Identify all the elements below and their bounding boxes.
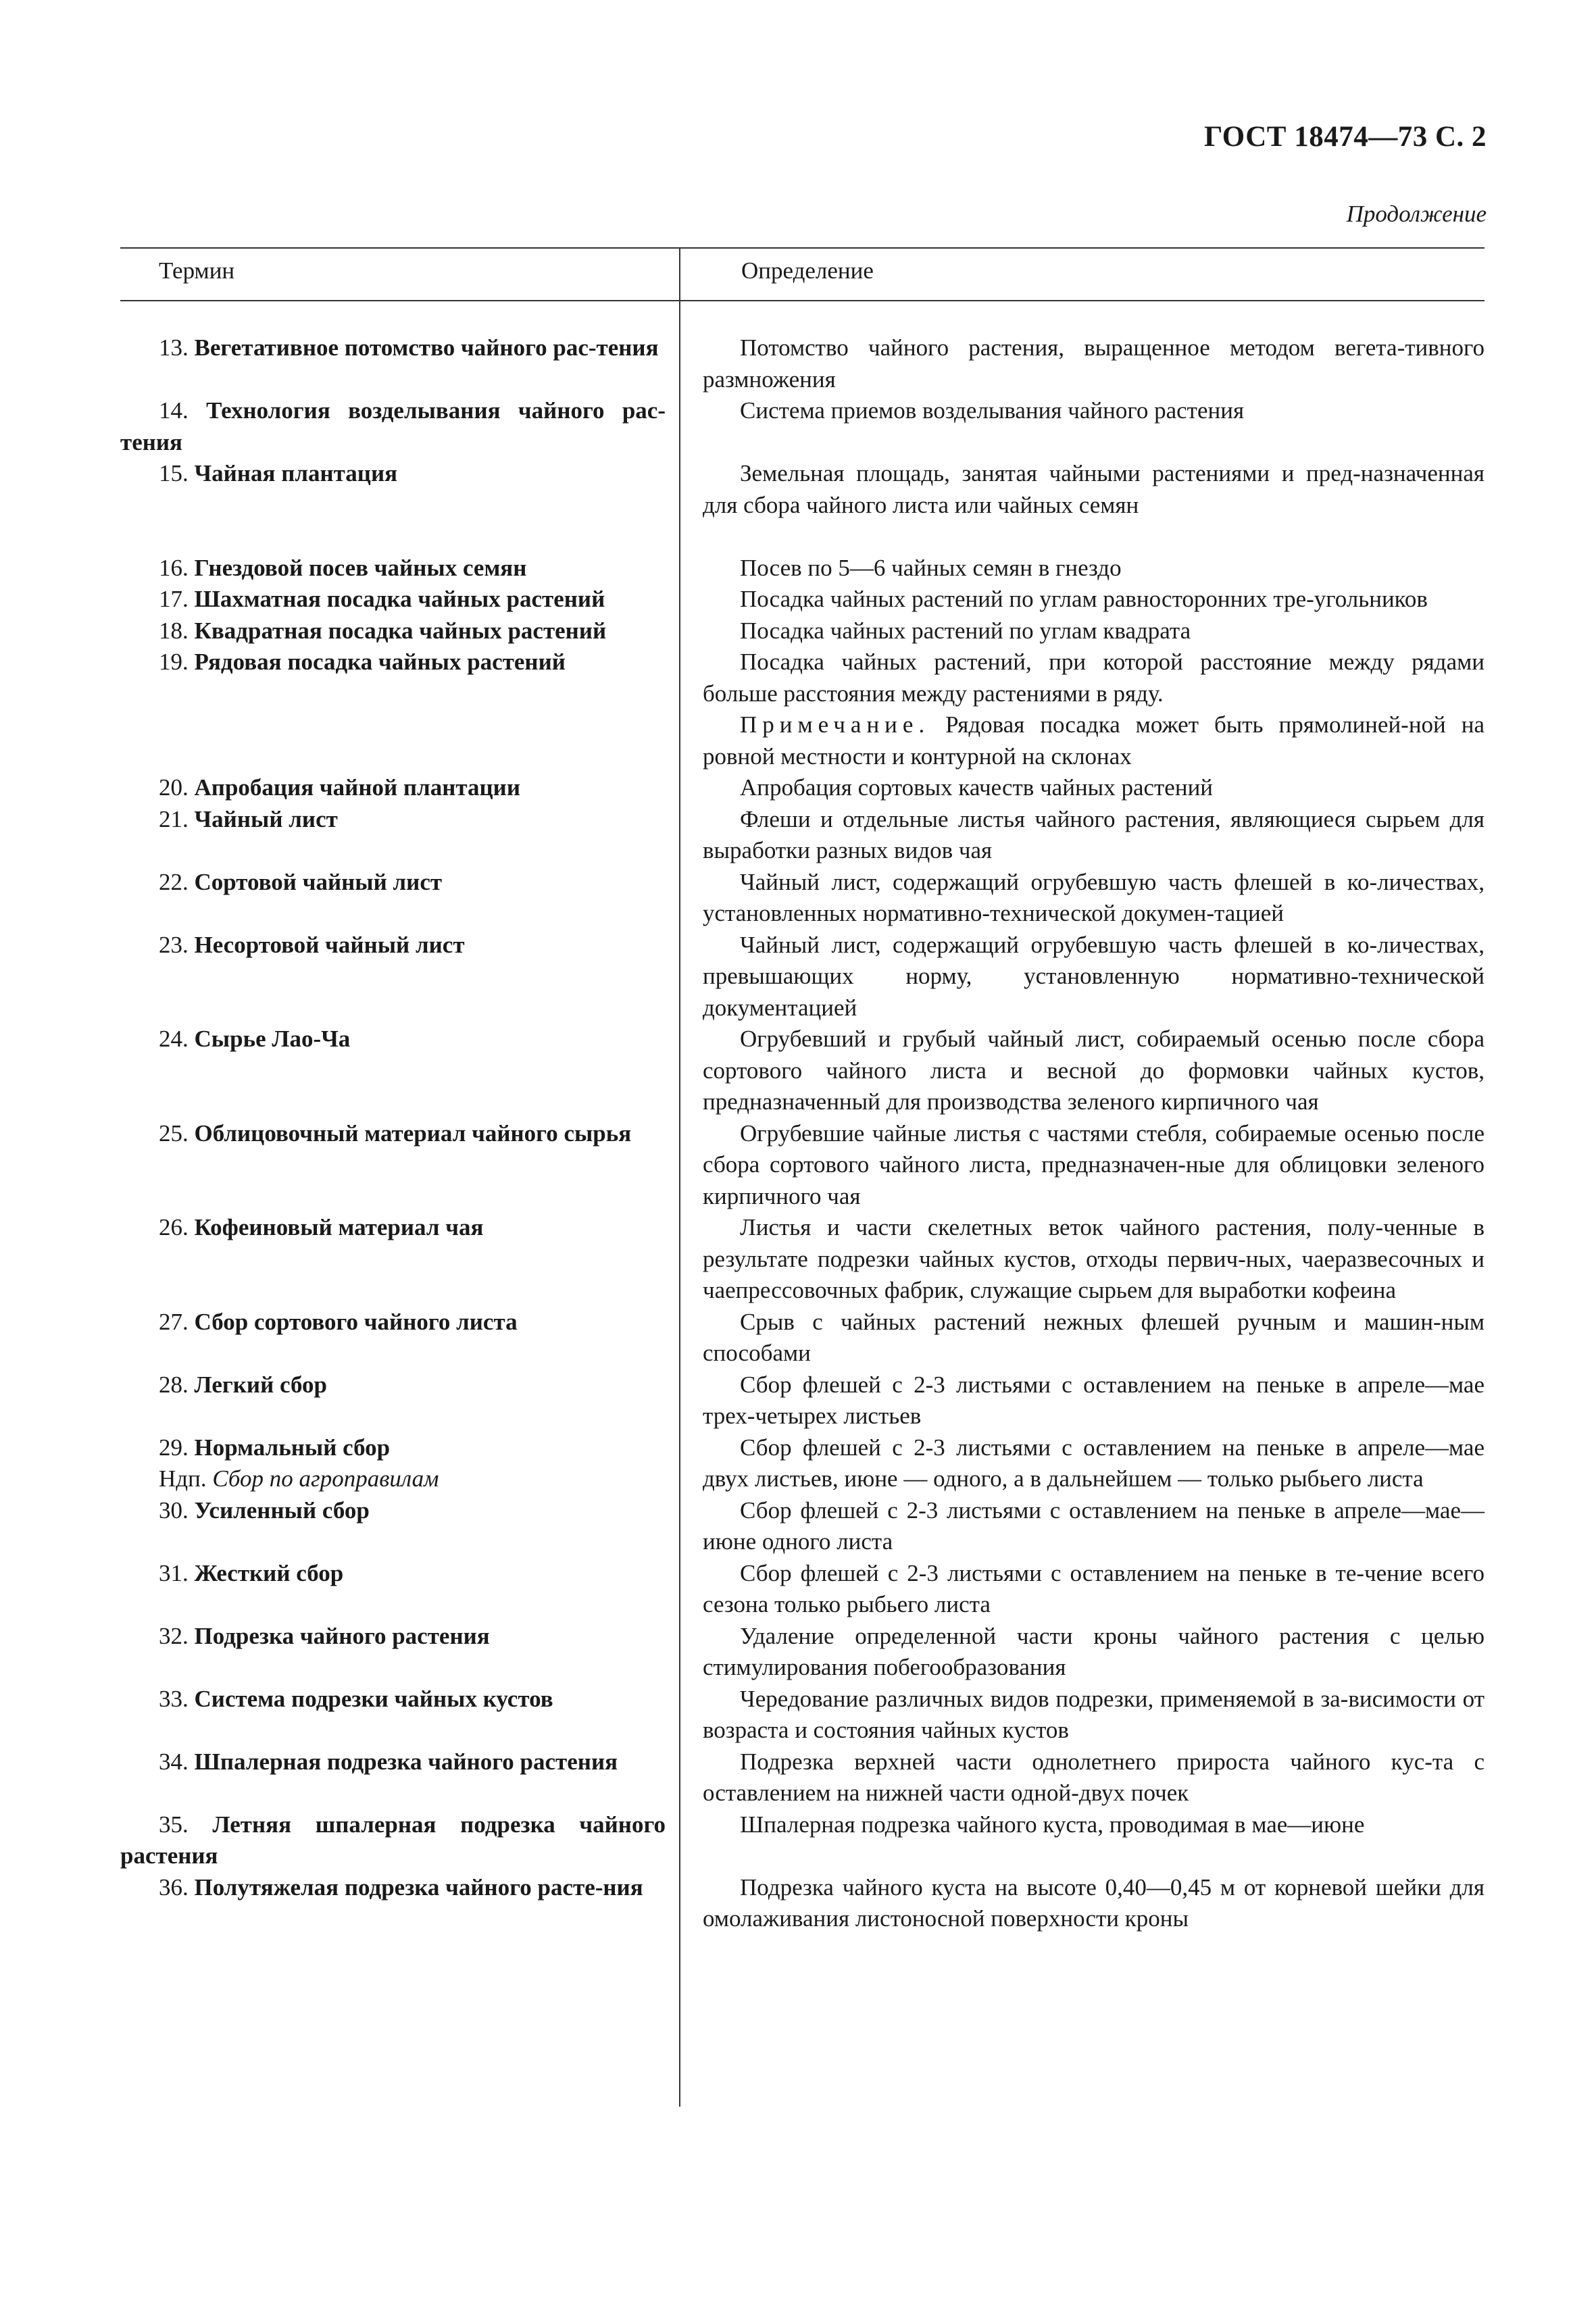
definition-cell [679, 930, 1485, 1024]
table-header-rule [120, 300, 1485, 301]
deprecated-term-text: Сбор по агроправилам [212, 1465, 439, 1492]
term-number: 24. [159, 1026, 189, 1052]
term-cell [120, 867, 679, 930]
table-row [120, 1558, 1485, 1621]
term-name: Несортовой чайный лист [194, 931, 465, 958]
term-number: 34. [159, 1748, 189, 1775]
definition-text: Сбор флешей с 2-3 листьями с оставлением на пеньке в апреле—мае—июне одного листа [703, 1496, 1485, 1555]
note-label: Примечание. [740, 711, 930, 738]
term-cell [120, 458, 679, 521]
term-name: Технология возделывания чайного рас-тения [120, 397, 666, 455]
term-number: 15. [159, 460, 189, 486]
definition-cell [679, 332, 1485, 395]
term-number: 32. [159, 1622, 189, 1649]
term-name: Сбор сортового чайного листа [194, 1308, 518, 1335]
term-name: Сортовой чайный лист [194, 868, 443, 895]
term-cell [120, 1684, 679, 1746]
term-number: 31. [159, 1559, 189, 1586]
definition-text: Посев по 5—6 чайных семян в гнездо [740, 554, 1122, 581]
term-cell [120, 1432, 679, 1495]
table-row [120, 395, 1485, 458]
term-name: Облицовочный материал чайного сырья [194, 1120, 632, 1147]
definition-text: Листья и части скелетных веток чайного растения, полу-ченные в результате подрезки чайных кустов, отходы первич-ных, чаеразвесочных и чаепрессовочных фабрик, служащие сырьем для выработки кофеина [703, 1214, 1485, 1303]
definition-cell [679, 1872, 1485, 1935]
table-row [120, 1212, 1485, 1307]
term-number: 25. [159, 1120, 189, 1147]
term-name: Рядовая посадка чайных растений [194, 649, 566, 675]
term-cell [120, 615, 679, 647]
term-name: Квадратная посадка чайных растений [194, 617, 607, 644]
term-name: Шпалерная подрезка чайного растения [194, 1748, 618, 1775]
table-row [120, 553, 1485, 584]
definition-text: Система приемов возделывания чайного растения [740, 397, 1245, 424]
definition-cell [679, 647, 1485, 772]
definition-text: Подрезка верхней части однолетнего прироста чайного кус-та с оставлением на нижней части одной-двух почек [703, 1748, 1485, 1806]
page-header-title: ГОСТ 18474—73 С. 2 [1203, 121, 1487, 153]
term-name: Система подрезки чайных кустов [194, 1685, 553, 1712]
term-cell [120, 1746, 679, 1809]
term-cell [120, 930, 679, 1024]
term-name: Апробация чайной плантации [194, 774, 520, 801]
definition-cell [679, 1621, 1485, 1684]
definition-cell [679, 804, 1485, 867]
table-row [120, 1495, 1485, 1558]
term-number: 30. [159, 1496, 189, 1524]
table-row [120, 584, 1485, 615]
table-row [120, 458, 1485, 553]
definition-text: Потомство чайного растения, выращенное методом вегета-тивного размножения [703, 334, 1485, 393]
column-header-definition: Определение [741, 257, 874, 284]
definition-note [703, 709, 1485, 772]
term-number: 26. [159, 1214, 189, 1240]
definition-cell [679, 772, 1485, 804]
table-row [120, 1872, 1485, 1935]
definition-cell [679, 584, 1485, 615]
deprecated-term [120, 1463, 666, 1495]
definition-cell [679, 1684, 1485, 1746]
definition-cell [679, 1495, 1485, 1558]
definition-text: Земельная площадь, занятая чайными растениями и пред-назначенная для сбора чайного листа или чайных семян [703, 460, 1485, 518]
definition-text: Флеши и отдельные листья чайного растения, являющиеся сырьем для выработки разных видов чая [703, 805, 1485, 863]
table-row [120, 930, 1485, 1024]
term-cell [120, 1495, 679, 1558]
table-row [120, 332, 1485, 395]
definition-cell [679, 1024, 1485, 1118]
continuation-label: Продолжение [1346, 201, 1487, 227]
term-name: Полутяжелая подрезка чайного расте-ния [194, 1873, 643, 1901]
note-text: Рядовая посадка может быть прямолиней-ной на ровной местности и контурной на склонах [703, 711, 1485, 770]
definition-cell [679, 553, 1485, 584]
term-cell [120, 804, 679, 867]
term-number: 28. [159, 1371, 189, 1398]
table-row [120, 867, 1485, 930]
definition-text: Чайный лист, содержащий огрубевшую часть флешей в ко-личествах, превышающих норму, установленную нормативно-технической документацией [703, 931, 1485, 1021]
definition-cell [679, 1809, 1485, 1872]
term-cell [120, 1872, 679, 1935]
definition-text: Апробация сортовых качеств чайных растений [740, 774, 1214, 801]
definition-cell [679, 1369, 1485, 1432]
term-cell [120, 772, 679, 804]
definition-cell [679, 615, 1485, 647]
term-name: Вегетативное потомство чайного рас-тения [194, 334, 659, 361]
term-cell [120, 1621, 679, 1684]
table-row [120, 1024, 1485, 1118]
definition-text: Подрезка чайного куста на высоте 0,40—0,45 м от корневой шейки для омолаживания листоносной поверхности кроны [703, 1873, 1485, 1932]
definition-text: Огрубевшие чайные листья с частями стебля, собираемые осенью после сбора сортового чайного листа, предназначен-ные для облицовки зеленого кирпичного чая [703, 1120, 1485, 1209]
term-name: Нормальный сбор [194, 1434, 391, 1461]
table-row [120, 1621, 1485, 1684]
term-name: Кофеиновый материал чая [194, 1214, 484, 1240]
definition-text: Сбор флешей с 2-3 листьями с оставлением на пеньке в апреле—мае трех-четырех листьев [703, 1371, 1485, 1429]
term-name: Жесткий сбор [194, 1559, 344, 1586]
term-cell [120, 647, 679, 772]
table-row [120, 1118, 1485, 1213]
definition-cell [679, 1118, 1485, 1213]
definition-text: Сбор флешей с 2-3 листьями с оставлением на пеньке в апреле—мае двух листьев, июне — одного, а в дальнейшем — только рыбьего листа [703, 1434, 1485, 1492]
definition-cell [679, 867, 1485, 930]
definition-cell [679, 1212, 1485, 1307]
term-number: 21. [159, 805, 189, 832]
term-number: 23. [159, 931, 189, 958]
term-name: Шахматная посадка чайных растений [194, 586, 605, 612]
term-cell [120, 1118, 679, 1213]
term-name: Гнездовой посев чайных семян [194, 554, 527, 581]
term-number: 16. [159, 554, 189, 581]
definition-cell [679, 1746, 1485, 1809]
table-row [120, 615, 1485, 647]
table-row [120, 1432, 1485, 1495]
term-number: 33. [159, 1685, 189, 1712]
definition-text: Шпалерная подрезка чайного куста, проводимая в мае—июне [740, 1811, 1365, 1838]
term-number: 29. [159, 1434, 189, 1461]
terms-table-body [120, 332, 1485, 1935]
definition-text: Чередование различных видов подрезки, применяемой в за-висимости от возраста и состояния чайных кустов [703, 1685, 1485, 1743]
term-number: 36. [159, 1873, 189, 1901]
table-top-rule [120, 247, 1485, 249]
column-header-term: Термин [159, 257, 235, 284]
definition-text: Посадка чайных растений, при которой расстояние между рядами больше расстояния между растениями в ряду. [703, 649, 1485, 707]
term-name: Летняя шпалерная подрезка чайного растения [120, 1811, 666, 1869]
definition-text: Посадка чайных растений по углам равносторонних тре-угольников [740, 586, 1428, 612]
definition-cell [679, 1432, 1485, 1495]
term-cell [120, 1024, 679, 1118]
term-number: 20. [159, 774, 189, 801]
deprecated-label: Ндп. [159, 1465, 207, 1492]
term-cell [120, 1809, 679, 1872]
table-row [120, 1369, 1485, 1432]
term-number: 27. [159, 1308, 189, 1335]
term-number: 13. [159, 334, 189, 361]
definition-text: Посадка чайных растений по углам квадрата [740, 617, 1191, 644]
term-name: Легкий сбор [194, 1371, 327, 1398]
table-row [120, 1746, 1485, 1809]
term-number: 17. [159, 586, 189, 612]
table-row [120, 1809, 1485, 1872]
definition-cell [679, 1558, 1485, 1621]
term-cell [120, 553, 679, 584]
term-name: Сырье Лао-Ча [194, 1026, 351, 1052]
term-number: 19. [159, 649, 189, 675]
term-name: Чайный лист [194, 805, 338, 832]
term-cell [120, 1307, 679, 1369]
term-number: 14. [159, 397, 189, 424]
term-cell [120, 1212, 679, 1307]
table-row [120, 647, 1485, 772]
term-name: Усиленный сбор [194, 1496, 370, 1524]
term-cell [120, 332, 679, 395]
term-cell [120, 584, 679, 615]
definition-cell [679, 458, 1485, 521]
term-name: Подрезка чайного растения [194, 1622, 490, 1649]
definition-text: Срыв с чайных растений нежных флешей ручным и машин-ным способами [703, 1308, 1485, 1366]
definition-cell [679, 395, 1485, 458]
term-cell [120, 1369, 679, 1432]
table-row [120, 1684, 1485, 1746]
term-number: 22. [159, 868, 189, 895]
definition-text: Удаление определенной части кроны чайного растения с целью стимулирования побегообразования [703, 1622, 1485, 1680]
table-row [120, 1307, 1485, 1369]
table-row [120, 804, 1485, 867]
definition-text: Чайный лист, содержащий огрубевшую часть флешей в ко-личествах, установленных нормативно-технической докумен-тацией [703, 868, 1485, 926]
table-row [120, 772, 1485, 804]
term-number: 18. [159, 617, 189, 644]
definition-text: Огрубевший и грубый чайный лист, собираемый осенью после сбора сортового чайного листа и весной до формовки чайных кустов, предназначенный для производства зеленого кирпичного чая [703, 1026, 1485, 1115]
definition-text: Сбор флешей с 2-3 листьями с оставлением на пеньке в те-чение всего сезона только рыбьего листа [703, 1559, 1485, 1617]
term-name: Чайная плантация [194, 460, 398, 486]
term-number: 35. [159, 1811, 189, 1838]
term-cell [120, 1558, 679, 1621]
definition-cell [679, 1307, 1485, 1369]
term-cell [120, 395, 679, 458]
